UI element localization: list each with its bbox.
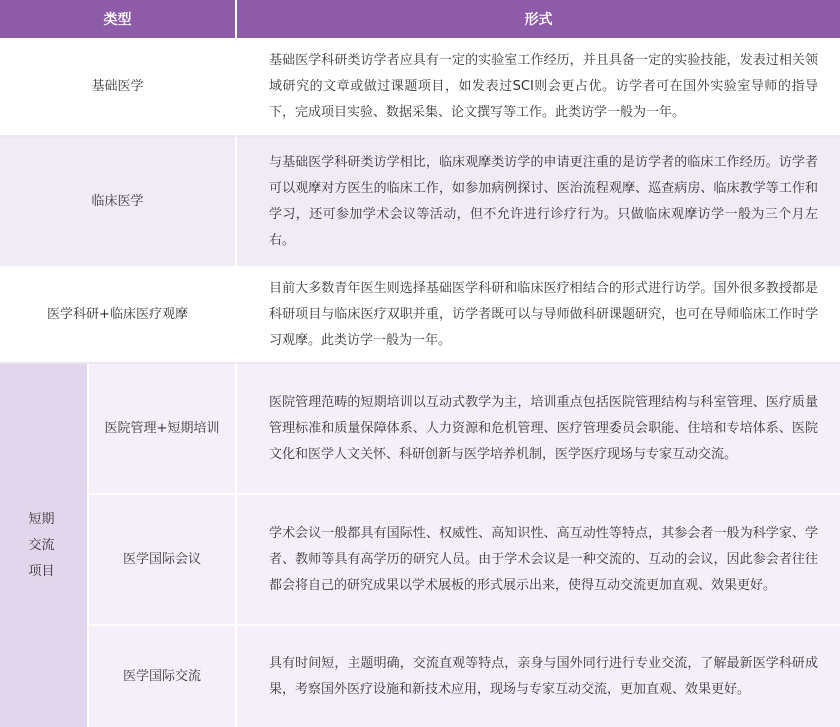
type-basic-medicine: 基础医学 [0, 38, 237, 137]
desc-international-exchange: 具有时间短，主题明确，交流直观等特点，亲身与国外同行进行专业交流，了解最新医学科研成果，考察国外医疗设施和新技术应用，现场与专家互动交流，更加直观、效果更好。 [237, 626, 840, 727]
desc-international-conference: 学术会议一般都具有国际性、权威性、高知识性、高互动性等特点，其参会者一般为科学家、学者、教师等具有高学历的研究人员。由于学术会议是一种交流的、互动的会议，因此参会者往往都会将自己的研究成果以学术展板的形式展示出来，使得互动交流更加直观、效果更好。 [237, 495, 840, 626]
group-label-line1: 短期 [28, 511, 55, 527]
type-research-clinical: 医学科研+临床医疗观摩 [0, 268, 237, 364]
group-label-line2: 交流 [28, 537, 55, 553]
desc-basic-medicine: 基础医学科研类访学者应具有一定的实验室工作经历，并且具备一定的实验技能，发表过相关领域研究的文章或做过课题项目，如发表过SCI则会更占优。访学者可在国外实验室导师的指导下，完成项目实验、数据采集、论文撰写等工作。此类访学一般为一年。 [237, 38, 840, 137]
desc-clinical-medicine: 与基础医学科研类访学相比，临床观摩类访学的申请更注重的是访学者的临床工作经历。访学者可以观摩对方医生的临床工作，如参加病例探讨、医治流程观摩、巡查病房、临床教学等工作和学习，还可参加学术会议等活动，但不允许进行诊疗行为。只做临床观摩访学一般为三个月左右。 [237, 137, 840, 268]
type-hospital-management: 医院管理+短期培训 [89, 364, 237, 495]
column-header-type: 类型 [0, 0, 237, 38]
desc-research-clinical: 目前大多数青年医生则选择基础医学科研和临床医疗相结合的形式进行访学。国外很多教授都是科研项目与临床医疗双职并重，访学者既可以与导师做科研课题研究，也可在导师临床工作时学习观摩。此类访学一般为一年。 [237, 268, 840, 364]
type-clinical-medicine: 临床医学 [0, 137, 237, 268]
group-label-line3: 项目 [28, 563, 55, 579]
type-international-conference: 医学国际会议 [89, 495, 237, 626]
group-short-term-exchange [0, 364, 89, 727]
desc-hospital-management: 医院管理范畴的短期培训以互动式教学为主，培训重点包括医院管理结构与科室管理、医疗质量管理标准和质量保障体系、人力资源和危机管理、医疗管理委员会职能、住培和专培体系、医院文化和医学人文关怀、科研创新与医学培养机制，医学医疗现场与专家互动交流。 [237, 364, 840, 495]
type-international-exchange: 医学国际交流 [89, 626, 237, 727]
column-header-form: 形式 [237, 0, 840, 38]
